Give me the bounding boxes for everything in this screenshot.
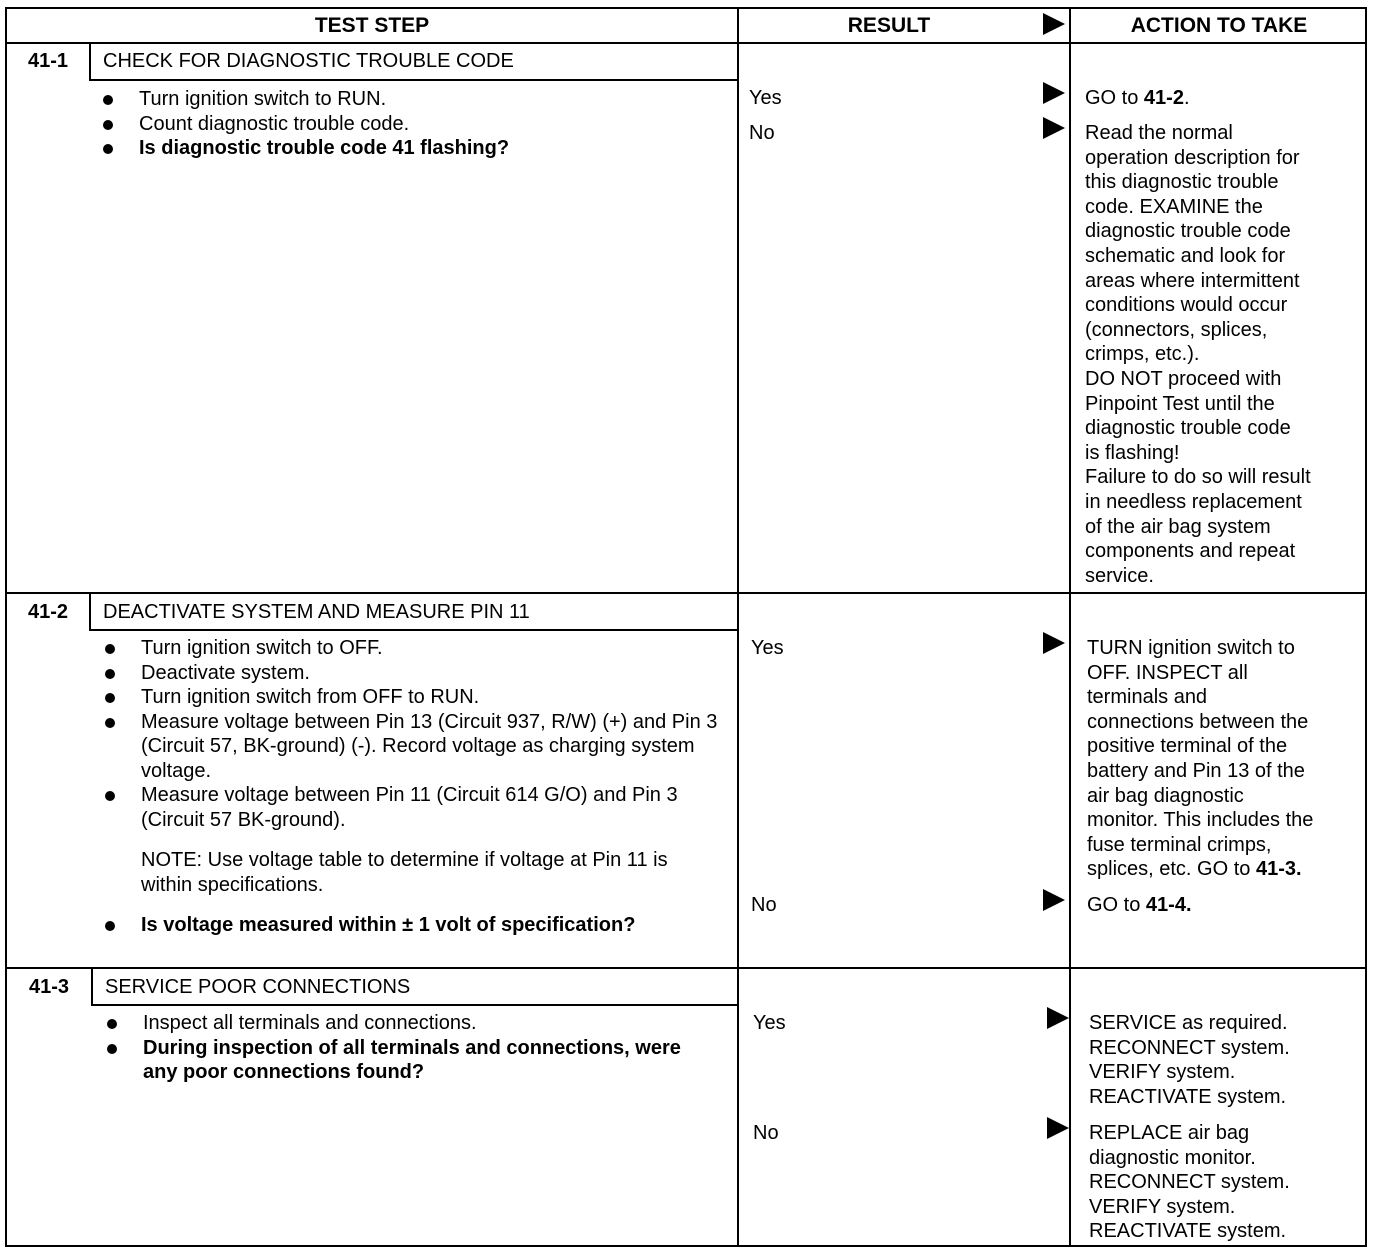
note-text: NOTE: Use voltage table to determine if voltage at Pin 11 is within specifications. xyxy=(141,849,668,896)
step-divider xyxy=(7,967,1365,969)
list-item: Is voltage measured within ± 1 volt of specification? xyxy=(141,913,719,938)
action-41-1-no: Read the normal operation description for this diagnostic trouble code. EXAMINE the diagnostic trouble code schematic and look for areas where intermittent conditions would occur (connectors, splices, crimps, etc.). DO NOT proceed with Pinpoint Test until the diagnostic trouble code is flashing! Failure to do so will result in needless replacement of the air bag system components and repeat service. xyxy=(1085,122,1311,587)
list-item: During inspection of all terminals and connections, were any poor connections found? xyxy=(143,1036,719,1085)
diagnostic-test-table xyxy=(5,7,1367,1247)
step-id-41-3: 41-3 xyxy=(28,976,70,998)
arrow-icon xyxy=(1047,1117,1069,1139)
header-result: RESULT xyxy=(847,14,931,37)
arrow-icon xyxy=(1043,82,1065,104)
list-item: Turn ignition switch to OFF. xyxy=(141,636,719,661)
arrow-icon xyxy=(1043,632,1065,654)
arrow-icon xyxy=(1043,117,1065,139)
step-title-41-3: SERVICE POOR CONNECTIONS xyxy=(105,976,411,998)
action-41-3-no: REPLACE air bag diagnostic monitor. RECONNECT system. VERIFY system. REACTIVATE system. xyxy=(1089,1122,1290,1243)
result-41-1-no: No xyxy=(749,122,775,144)
action-41-3-yes: SERVICE as required. RECONNECT system. VERIFY system. REACTIVATE system. xyxy=(1089,1012,1290,1108)
step-id-divider xyxy=(89,594,91,630)
step-id-divider xyxy=(89,44,91,80)
list-item: Measure voltage between Pin 13 (Circuit 937, R/W) (+) and Pin 3 (Circuit 57, BK-ground) (-). Record voltage as charging system voltage. xyxy=(141,710,718,782)
step-title-divider xyxy=(89,79,737,81)
arrow-icon xyxy=(1043,889,1065,911)
header-action-to-take: ACTION TO TAKE xyxy=(1130,14,1308,37)
step-41-1-bullets xyxy=(139,87,719,161)
list-item: Is diagnostic trouble code 41 flashing? xyxy=(139,136,719,161)
result-41-1-yes: Yes xyxy=(749,87,782,109)
step-id-divider xyxy=(91,969,93,1005)
step-title-41-1: CHECK FOR DIAGNOSTIC TROUBLE CODE xyxy=(103,50,514,72)
list-item: Turn ignition switch from OFF to RUN. xyxy=(141,685,719,710)
column-divider-result xyxy=(737,9,739,1247)
step-divider xyxy=(7,592,1365,594)
header-test-step: TEST STEP xyxy=(314,14,430,37)
list-item: Deactivate system. xyxy=(141,661,719,686)
list-item: Turn ignition switch to RUN. xyxy=(139,87,719,112)
action-41-2-no: GO to 41-4. xyxy=(1087,894,1192,916)
list-item: Measure voltage between Pin 11 (Circuit 614 G/O) and Pin 3 (Circuit 57 BK-ground). xyxy=(141,783,719,832)
step-id-41-1: 41-1 xyxy=(27,50,69,72)
step-41-2-bullets xyxy=(141,636,719,938)
action-41-1-yes: GO to 41-2. xyxy=(1085,87,1190,109)
list-item: Count diagnostic trouble code. xyxy=(139,112,719,137)
step-id-underline xyxy=(7,79,89,81)
result-41-2-no: No xyxy=(751,894,777,916)
step-title-41-2: DEACTIVATE SYSTEM AND MEASURE PIN 11 xyxy=(103,601,530,623)
result-41-2-yes: Yes xyxy=(751,637,784,659)
step-title-divider xyxy=(91,1004,737,1006)
result-41-3-no: No xyxy=(753,1122,779,1144)
list-item: Inspect all terminals and connections. xyxy=(143,1011,719,1036)
step-id-41-2: 41-2 xyxy=(27,601,69,623)
column-divider-action xyxy=(1069,9,1071,1247)
header-arrow-icon xyxy=(1043,13,1065,35)
step-title-divider xyxy=(89,629,737,631)
arrow-icon xyxy=(1047,1007,1069,1029)
result-41-3-yes: Yes xyxy=(753,1012,786,1034)
step-41-3-bullets xyxy=(143,1011,719,1085)
action-41-2-yes: TURN ignition switch to OFF. INSPECT all terminals and connections between the positive terminal of the battery and Pin 13 of the air bag diagnostic monitor. This includes the fuse terminal crimps, splices, etc. GO to 41-3. xyxy=(1087,637,1314,881)
